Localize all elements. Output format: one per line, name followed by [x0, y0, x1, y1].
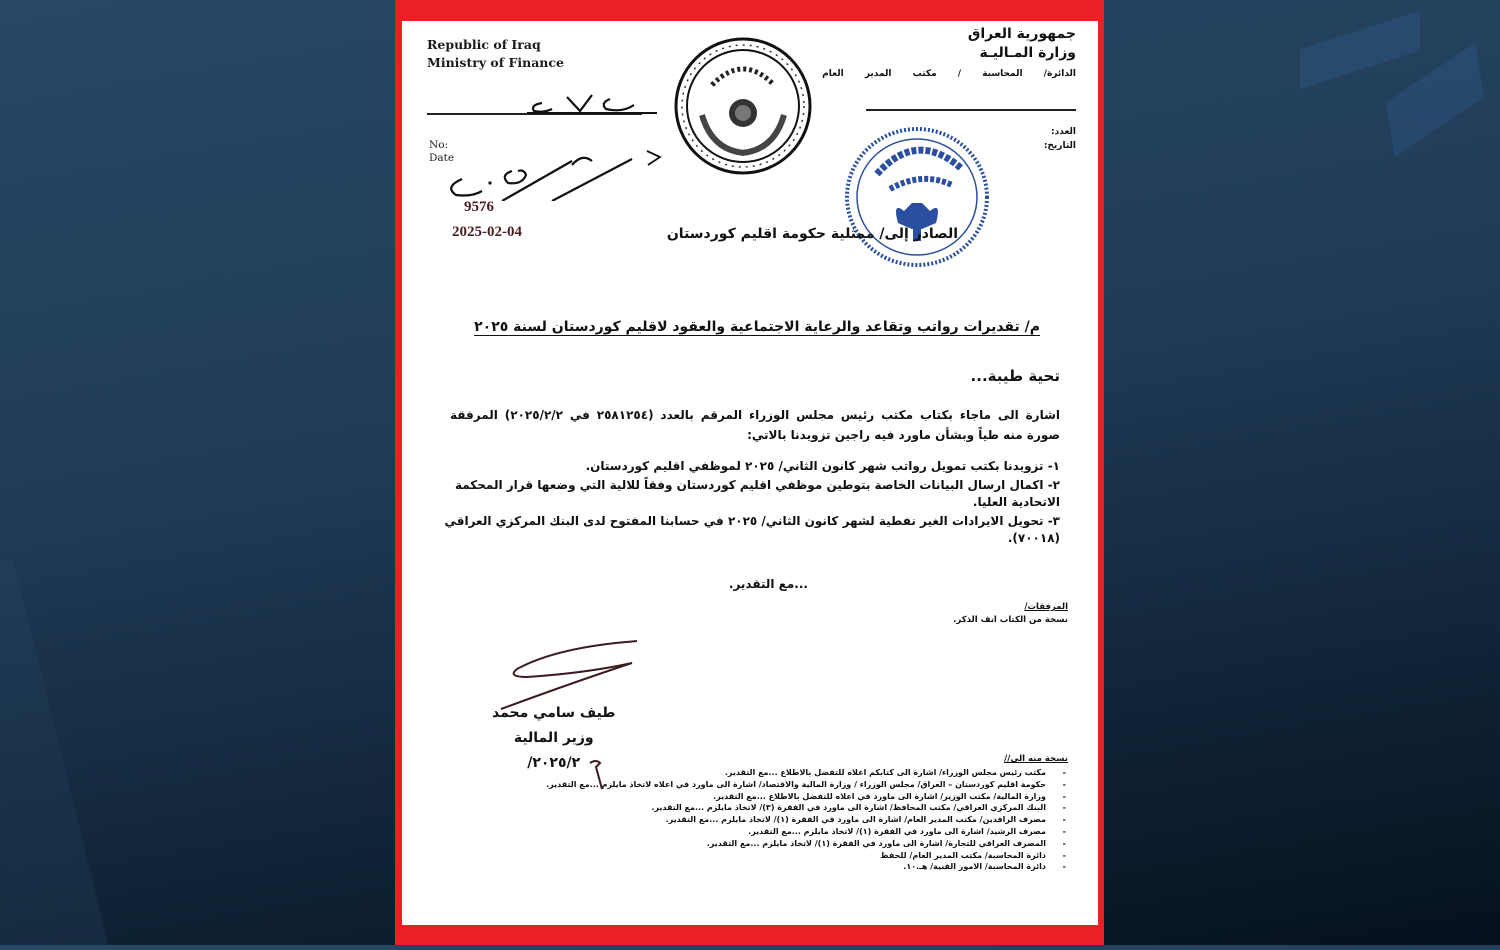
handwritten-number: [522, 81, 662, 121]
cc-item: - وزارة المالية/ مكتب الوزير/ اشارة الى ماورد في اعلاه للتفضل بالاطلاع ...مع التقدير.: [508, 791, 1068, 803]
document-page: [402, 21, 1098, 925]
reference-number: 9576: [464, 199, 494, 215]
request-point: ٣- تحويل الايرادات الغير نفطية لشهر كانون الثاني/ ٢٠٢٥ في حسابنا المفتوح لدى البنك المركزي العراقي (٧٠٠١٨).: [444, 514, 1060, 545]
greeting: تحية طيبة...: [970, 367, 1060, 385]
date-label: Date: [429, 152, 455, 164]
ar-date-label: التاريخ:: [1043, 141, 1076, 151]
red-frame: [395, 0, 1104, 945]
letterhead-ar-department: الدائرة/ المحاسبة / مكتب المدير العام: [822, 69, 1076, 79]
attachments: [953, 601, 1068, 627]
request-point: ١- تزويدنا بكتب تمويل رواتب شهر كانون الثاني/ ٢٠٢٥ لموظفي اقليم كوردستان.: [585, 459, 1060, 473]
recipient-line: الصادر إلى/ ممثلية حكومة اقليم كوردستان: [666, 226, 958, 242]
cc-list: [508, 767, 1068, 873]
attachments-header: المرفقات/: [1024, 602, 1068, 612]
letterhead-ar-country: جمهورية العراق: [967, 26, 1076, 42]
reference-date: 2025-02-04: [452, 224, 522, 240]
background-shape: [1300, 11, 1420, 90]
cc-item: - مكتب رئيس مجلس الوزراء/ اشارة الى كتابكم اعلاه للتفضل بالاطلاع ...مع التقدير.: [508, 767, 1068, 779]
cc-item: - دائرة المحاسبة/ مكتب المدير العام/ للحفظ: [508, 850, 1068, 862]
ar-no-date-labels: [1044, 125, 1076, 153]
cc-item: - مصرف الرشيد/ اشارة الى ماورد في الفقرة (١)/ لاتخاذ مايلزم ...مع التقدير.: [508, 826, 1068, 838]
subject-line: م/ تقديرات رواتب وتقاعد والرعاية الاجتماعية والعقود لاقليم كوردستان لسنة ٢٠٢٥: [474, 319, 1040, 335]
letterhead-ar-ministry: وزارة المـاليـة: [979, 45, 1076, 61]
cc-item: - البنك المركزي العراقي/ مكتب المحافظ/ اشارة الى ماورد في الفقرة (٣)/ لاتخاذ مايلزم ...مع التقدير.: [508, 802, 1068, 814]
signer-date: ٢٠٢٥/٢/: [527, 755, 581, 771]
letterhead-english: [427, 36, 564, 72]
accounting-stamp: [842, 119, 992, 269]
handwritten-date: [442, 131, 672, 201]
no-label: No:: [429, 139, 449, 151]
cc-item: - المصرف العراقي للتجارة/ اشارة الى ماورد في الفقرة (١)/ لاتخاذ مايلزم ...مع التقدير.: [508, 838, 1068, 850]
letterhead-country: Republic of Iraq: [427, 37, 541, 52]
letterhead-ministry: Ministry of Finance: [427, 55, 564, 70]
cc-header: نسخة منه الى//: [1004, 754, 1068, 764]
cc-item: - حكومة اقليم كوردستان – العراق/ مجلس الوزراء / وزارة المالية والاقتصاد/ اشارة الى ماورد في اعلاه لاتخاذ مايلزم ...مع التقدير.: [508, 779, 1068, 791]
body-paragraph: اشارة الى ماجاء بكتاب مكتب رئيس مجلس الوزراء المرقم بالعدد (٢٥٨١٢٥٤ في ٢٠٢٥/٢/٢) المرفقة صورة منه طياً وبشأن ماورد فيه راجين تزويدنا بالاتي:: [450, 408, 1060, 442]
closing-line: ...مع التقدير.: [728, 577, 808, 591]
cc-item: - دائرة المحاسبة/ الامور الفنية/ هـ.١٠.: [508, 861, 1068, 873]
signer-name: طيف سامي محمد: [492, 705, 616, 721]
cc-item: - مصرف الرافدين/ مكتب المدير العام/ اشارة الى ماورد في الفقرة (١)/ لاتخاذ مايلزم ...مع التقدير.: [508, 814, 1068, 826]
ministry-seal: [672, 35, 814, 177]
divider-line: [866, 109, 1076, 111]
letterhead-arabic: [822, 25, 1076, 81]
background-shape: [0, 560, 110, 950]
ar-no-label: العدد:: [1051, 127, 1076, 137]
request-points: [440, 458, 1060, 549]
background-shape: [1386, 43, 1483, 158]
signer-title: وزير المالية: [513, 730, 594, 746]
request-point: ٢- اكمال ارسال البيانات الخاصة بتوطين موظفي اقليم كوردستان وفقاً للالية التي وضعها قرار المحكمة الاتحادية العليا.: [454, 478, 1060, 509]
attachment-item: نسخة من الكتاب انف الذكر.: [953, 615, 1068, 625]
